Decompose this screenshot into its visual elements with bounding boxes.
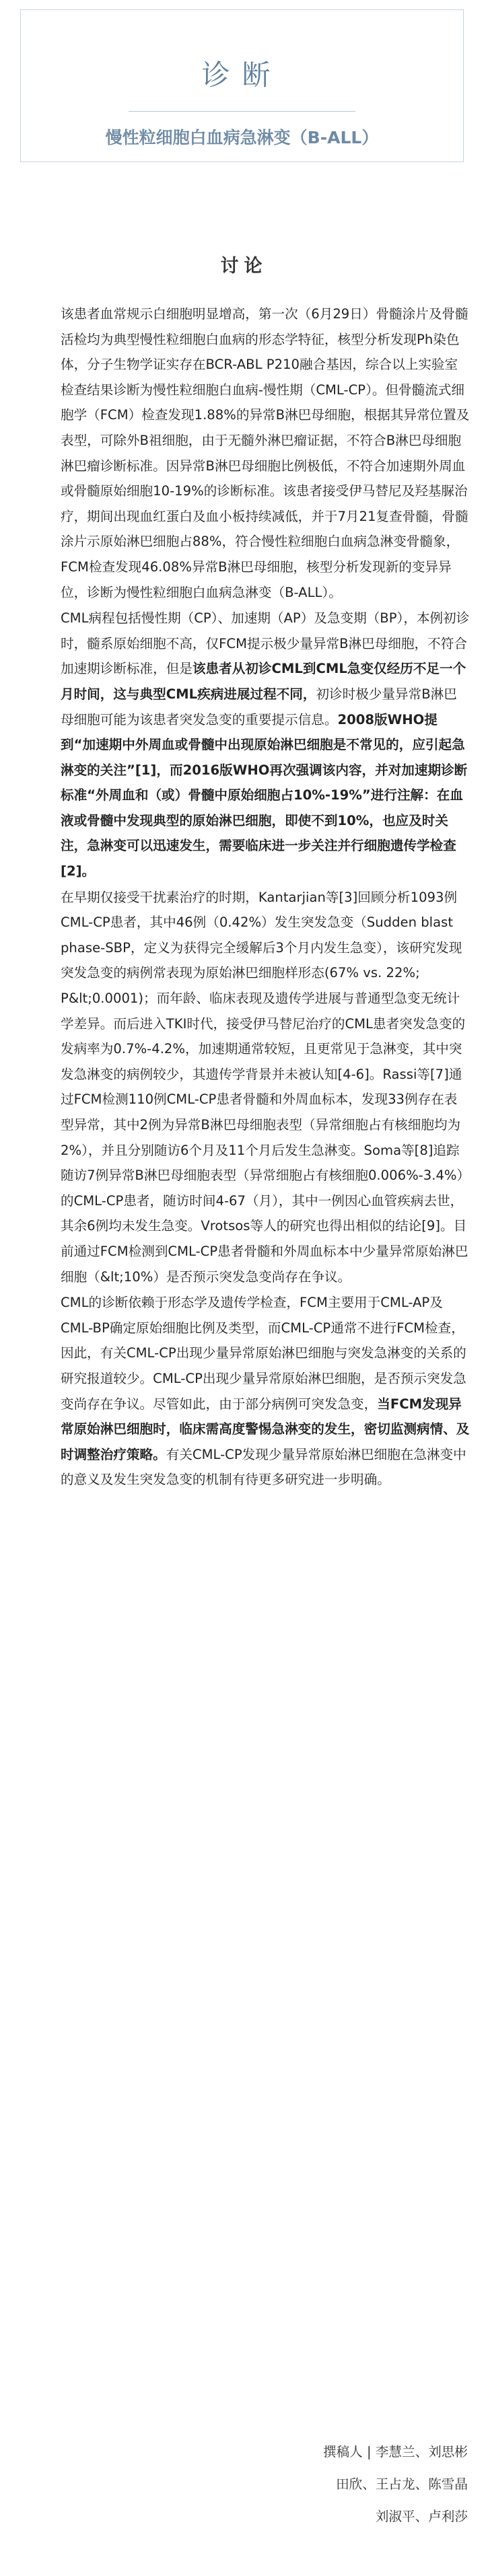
header-subtitle: 慢性粒细胞白血病急淋变（B-ALL） <box>105 128 379 147</box>
section-title: 讨论 <box>220 256 268 277</box>
header-divider <box>129 111 355 112</box>
text: CML的诊断依赖于形态学及遗传学检查，FCM主要用于CML-AP及CML-BP确定原始细胞比例及类型，而CML-CP通常不进行FCM检查，因此，有关CML-CP出现少量异常原始淋巴细胞与突发急淋变的关系的研究报道较少。CML-CP出现少量异常原始淋巴细胞，是否预示突发急变尚存在争议。尽管如此，由于部分病例可突发急变， <box>61 1295 466 1412</box>
paragraph <box>61 301 470 605</box>
paragraph <box>61 1290 470 1493</box>
bold-text: 当FCM发现异常原始淋巴细胞时，临床需高度警惕急淋变的发生，密切监测病情、及时调整治疗策略。 <box>61 1396 470 1462</box>
text: 初诊时极少量异常B淋巴母细胞可能为该患者突发急变的重要提示信息。 <box>61 686 457 727</box>
text: 有关CML-CP发现少量异常原始淋巴细胞在急淋变中的意义及发生突发急变的机制有待更多研究进一步明确。 <box>61 1446 466 1488</box>
text: 在早期仅接受干扰素治疗的时期，Kantarjian等[3]回顾分析1093例CML-CP患者，其中46例（0.42%）发生突发急变（Sudden blast phase-SBP，定义为获得完全缓解后3个月内发生急变），该研究发现突发急变的病例常表现为原始淋巴细胞样形态(67% vs. 22%; P&lt;0.0001)；而年龄、临床表现及遗传学进展与普通型急变无统计学差异。而后进入TKI时代，接受伊马替尼治疗的CML患者突发急变的发病率为0.7%-4.2%，加速期通常较短，且更常见于急淋变，其中突发急淋变的病例较少，其遗传学背景并未被认知[4-6]。Rassi等[7]通过FCM检测110例CML-CP患者骨髓和外周血标本，发现33例存在表型异常，其中2例为异常B淋巴母细胞表型（异常细胞占有核细胞均为2%），并且分别随访6个月及11个月后发生急淋变。Soma等[8]追踪随访7例异常B淋巴母细胞表型（异常细胞占有核细胞0.006%-3.4%）的CML-CP患者，随访时间4-67（月），其中一例因心血管疾病去世，其余6例均未发生急变。Vrotsos等人的研究也得出相似的结论[9]。目前通过FCM检测到CML-CP患者骨髓和外周血标本中少量异常原始淋巴细胞（&lt;10%）是否预示突发急变尚存在争议。 <box>61 889 468 1285</box>
credits <box>323 2436 468 2533</box>
text: CML病程包括慢性期（CP）、加速期（AP）及急变期（BP），本例初诊时，髓系原始细胞不高，仅FCM提示极少量异常B淋巴母细胞，不符合加速期诊断标准，但是 <box>61 610 470 677</box>
header-title: 诊断 <box>201 59 283 92</box>
bold-text: 2008版WHO提到“加速期中外周血或骨髓中出现原始淋巴细胞是不常见的，应引起急淋变的关注”[1]，而2016版WHO再次强调该内容，并对加速期诊断标准“外周血和（或）骨髓中原始细胞占10%-19%”进行注解：在血液或骨髓中发现典型的原始淋巴细胞，即使不到10%，也应及时关注，急淋变可以迅速发生，需要临床进一步关注并行细胞遗传学检查[2]。 <box>61 711 468 880</box>
header-card <box>20 9 464 162</box>
text: 该患者血常规示白细胞明显增高，第一次（6月29日）骨髓涂片及骨髓活检均为典型慢性粒细胞白血病的形态学特征，核型分析发现Ph染色体，分子生物学证实存在BCR-ABL P210融合基因，综合以上实验室检查结果诊断为慢性粒细胞白血病-慢性期（CML-CP）。但骨髓流式细胞学（FCM）检查发现1.88%的异常B淋巴母细胞，根据其异常位置及表型，可除外B祖细胞，由于无髓外淋巴瘤证据，不符合B淋巴母细胞淋巴瘤诊断标准。因异常B淋巴母细胞比例极低，不符合加速期外周血或骨髓原始细胞10-19%的诊断标准。该患者接受伊马替尼及羟基脲治疗，期间出现血红蛋白及血小板持续减低，并于7月21复查骨髓，骨髓涂片示原始淋巴细胞占88%，符合慢性粒细胞白血病急淋变骨髓象，FCM检查发现46.08%异常B淋巴母细胞，核型分析发现新的变异异位，诊断为慢性粒细胞白血病急淋变（B-ALL）。 <box>61 306 470 600</box>
bold-text: 该患者从初诊CML到CML急变仅经历不足一个月时间，这与典型CML疾病进展过程不同， <box>61 661 466 702</box>
paragraph <box>61 606 470 884</box>
article-body <box>61 301 470 1493</box>
credits-line: 撰稿人 | 李慧兰、刘思彬 <box>323 2444 468 2460</box>
credits-line: 田欣、王占龙、陈雪晶 <box>336 2476 468 2492</box>
paragraph <box>61 885 470 1290</box>
credits-line: 刘淑平、卢利莎 <box>375 2509 468 2524</box>
